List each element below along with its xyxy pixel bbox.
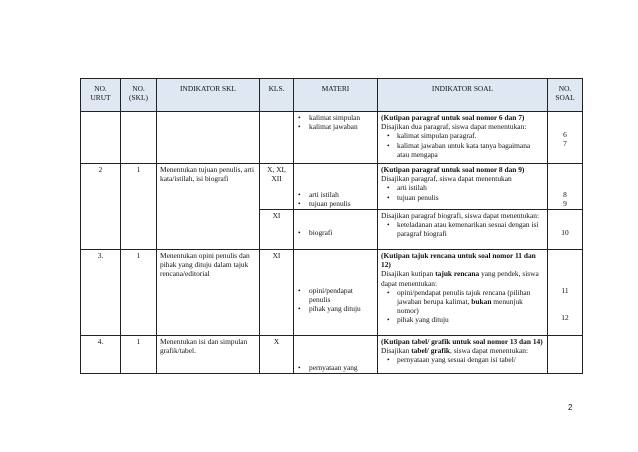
- list-item: • tujuan penulis: [297, 199, 374, 208]
- list-item: • arti istilah: [381, 183, 544, 192]
- list-item: • kalimat simpulan: [297, 113, 374, 122]
- list-item: • kalimat jawaban untuk kata tanya bagaimana atau mengapa: [381, 141, 544, 159]
- cell-kls: XI: [260, 250, 294, 336]
- indicator-text: Disajikan paragraf biografi, siswa dapat menentukan:: [381, 211, 540, 220]
- list-item: • kalimat simpulan paragraf.: [381, 131, 544, 140]
- header-no-urut: NO. URUT: [81, 79, 121, 112]
- cell-materi: [294, 112, 378, 164]
- cell-indikator-soal: [378, 164, 548, 210]
- cell-no: 3.: [81, 250, 121, 336]
- indicator-text: Disajikan tabel/ grafik, siswa dapat menentukan:: [381, 346, 528, 356]
- syllabus-table: [80, 78, 583, 374]
- cell-kls: X: [260, 336, 294, 374]
- soal-number: 9: [563, 198, 567, 208]
- list-item: • kalimat jawaban: [297, 122, 374, 131]
- cell-no-soal: [548, 336, 583, 374]
- header-kls: KLS.: [260, 79, 294, 112]
- header-materi: MATERI: [294, 79, 378, 112]
- excerpt-title: (Kutipan tajuk rencana untuk soal nomor 11 dan 12): [381, 251, 536, 270]
- list-item: • pihak yang dituju: [381, 315, 544, 324]
- cell-no-soal: [548, 210, 583, 250]
- header-indikator-skl: INDIKATOR SKL: [157, 79, 260, 112]
- soal-number: 8: [563, 189, 567, 199]
- cell-indikator-skl: [157, 112, 260, 164]
- cell-skl: [121, 112, 157, 164]
- list-item: • pihak yang dituju: [297, 304, 374, 313]
- cell-materi: [294, 210, 378, 250]
- cell-kls: XI: [260, 210, 294, 250]
- soal-number: 6: [563, 130, 567, 139]
- cell-indikator-skl: Menentukan opini penulis dan pihak yang dituju dalam tajuk rencana/editorial: [157, 250, 260, 336]
- cell-indikator-skl: Menentukan tujuan penulis, arti kata/istilah, isi biografi: [157, 164, 260, 250]
- list-item: • opini/pendapat penulis: [297, 286, 374, 304]
- cell-indikator-soal: [378, 336, 548, 374]
- list-item: • opini/pendapat penulis tajuk rencana (pilihan jawaban berupa kalimat, bukan menunjuk nomor): [381, 288, 544, 316]
- soal-number: 12: [561, 313, 569, 323]
- indicator-text: Disajikan kutipan tajuk rencana yang pendek, siswa dapat menentukan:: [381, 269, 539, 288]
- cell-materi: [294, 250, 378, 336]
- cell-no: 2: [81, 164, 121, 250]
- cell-materi: [294, 164, 378, 210]
- cell-kls: X, XI, XII: [260, 164, 294, 210]
- cell-skl: 1: [121, 164, 157, 250]
- list-item: • arti istilah: [297, 190, 374, 199]
- cell-indikator-soal: [378, 112, 548, 164]
- list-item: • pernyataan yang: [297, 363, 374, 372]
- table-row: [81, 250, 583, 336]
- cell-no-soal: [548, 164, 583, 210]
- cell-no: 4.: [81, 336, 121, 374]
- list-item: • pernyataan yang sesuai dengan isi tabel/: [381, 355, 544, 364]
- soal-number: 7: [563, 139, 567, 149]
- list-item: • keteladanan atau kemenarikan sesuai dengan isi paragraf biografi: [381, 220, 544, 238]
- cell-indikator-soal: [378, 210, 548, 250]
- header-row: [81, 79, 583, 112]
- table-row: [81, 164, 583, 210]
- cell-kls: [260, 112, 294, 164]
- indicator-text: Disajikan dua paragraf, siswa dapat menentukan:: [381, 122, 527, 132]
- cell-skl: 1: [121, 250, 157, 336]
- cell-no: [81, 112, 121, 164]
- cell-skl: 1: [121, 336, 157, 374]
- cell-materi: [294, 336, 378, 374]
- cell-indikator-soal: [378, 250, 548, 336]
- soal-number: 10: [561, 228, 569, 237]
- soal-number: 11: [561, 286, 569, 295]
- header-no-soal: NO. SOAL: [548, 79, 583, 112]
- table-row: [81, 112, 583, 164]
- excerpt-title: (Kutipan paragraf untuk soal nomor 6 dan 7): [381, 113, 525, 122]
- table-row: [81, 336, 583, 374]
- cell-indikator-skl: Menentukan isi dan simpulan grafik/tabel.: [157, 336, 260, 374]
- header-indikator-soal: INDIKATOR SOAL: [378, 79, 548, 112]
- cell-no-soal: [548, 250, 583, 336]
- header-no-skl: NO. (SKL): [121, 79, 157, 112]
- cell-no-soal: [548, 112, 583, 164]
- indicator-text: Disajikan paragraf, siswa dapat menentukan: [381, 174, 512, 184]
- page-number: 2: [568, 403, 573, 412]
- list-item: • tujuan penulis: [381, 193, 544, 202]
- excerpt-title: (Kutipan tabel/ grafik untuk soal nomor 13 dan 14): [381, 337, 543, 346]
- excerpt-title: (Kutipan paragraf untuk soal nomor 8 dan 9): [381, 165, 525, 174]
- list-item: • biografi: [297, 228, 374, 237]
